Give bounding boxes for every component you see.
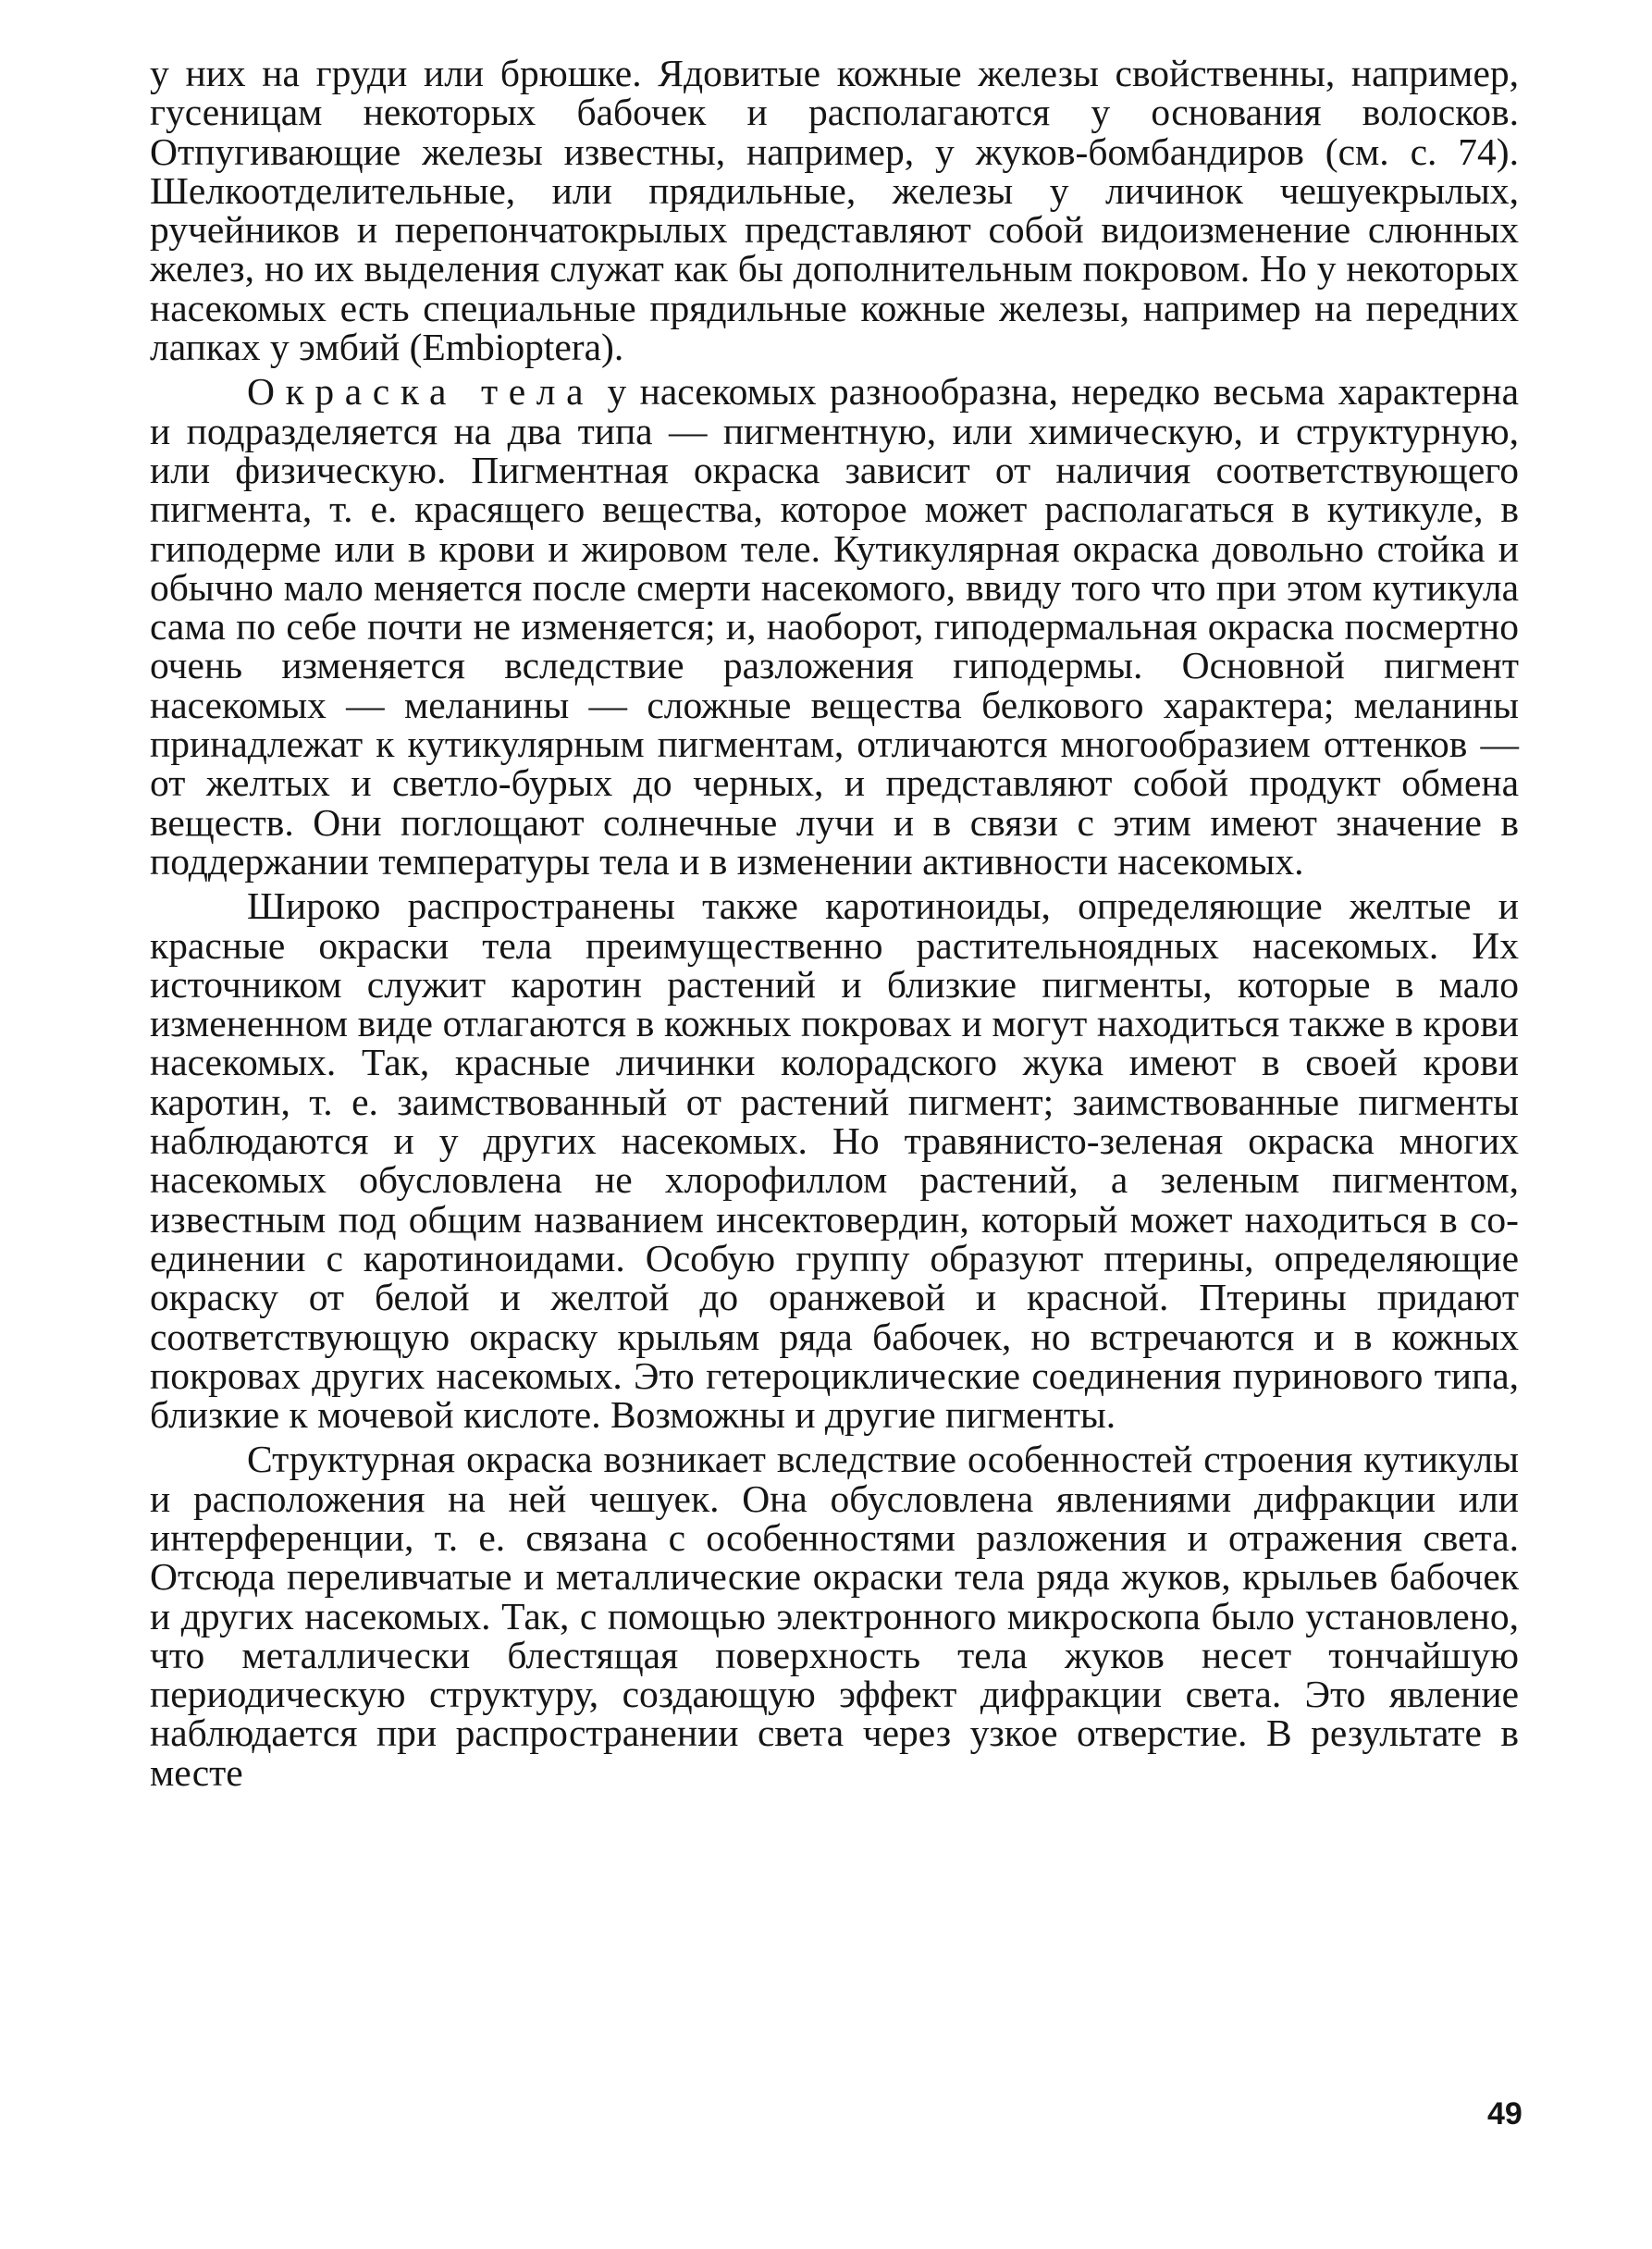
body-text [150, 54, 1519, 1798]
paragraph-carotenoids: Широко распространены также каротиноиды, определяющие желтые и красные окраски тела преимущественно растительноядных насекомых. Их источником служит каротин растений и близкие пигменты, которые в мало измененном виде отлагаются в кожных покровах и могут находиться также в крови насекомых. Так, красные личинки колорадского жука имеют в своей крови каротин, т. е. заимствованный от растений пигмент; заимствованные пигменты наблюдаются и у других насекомых. Но травянисто-зеленая окраска многих насекомых обусловлена не хлорофиллом растений, а зеленым пигментом, известным под общим названием инсектовердин, который может находиться в соединении с каротиноидами. Особую группу образуют птерины, определяющие окраску от белой и желтой до оранжевой и красной. Птерины придают соответствующую окраску крыльям ряда бабочек, но встречаются и в кожных покровах других насекомых. Это гетероциклические соединения пуринового типа, близкие к мочевой кислоте. Возможны и другие пигменты. [150, 884, 1519, 1437]
paragraph-structural-coloration: Структурная окраска возникает вследствие особенностей строения кутикулы и расположения на ней чешуек. Она обусловлена явлениями дифракции или интерференции, т. е. связана с особенностями разложения и отражения света. Отсюда переливчатые и металлические окраски тела ряда жуков, крыльев бабочек и других насекомых. Так, с помощью электронного микроскопа было установлено, что металлически блестящая поверхность тела жуков несет тончайшую периодическую структуру, создающую эффект дифракции света. Это явление наблюдается при распространении света через узкое отверстие. В результате в месте [150, 1438, 1519, 1794]
paragraph-glands: у них на груди или брюшке. Ядовитые кожные железы свойственны, например, гусеницам некоторых бабочек и располагаются у основания волосков. Отпугивающие железы известны, например, у жуков-бомбандиров (см. с. 74). Шелкоотделительные, или прядильные, железы у личинок чешуекрылых, ручейников и перепончатокрылых представляют собой видоизменение слюнных желез, но их выделения служат как бы дополнительным покровом. Но у некоторых насекомых есть специальные прядильные кожные железы, например на передних лапках у эмбий (Embioptera). [150, 52, 1519, 369]
paragraph-body-coloration [150, 372, 1519, 881]
spaced-heading-body-coloration: Окраска тела [247, 370, 595, 414]
paragraph-body-coloration-text: у насекомых разнообразна, нередко весьма характерна и подразделяется на два типа — пигментную, или химическую, и структурную, или физическую. Пигментная окраска зависит от наличия соответствующего пигмента, т. е. красящего вещества, которое может располагаться в кутикуле, в гиподерме или в крови и жировом теле. Кутикулярная окраска довольно стойка и обычно мало меняется после смерти насекомого, ввиду того что при этом кутикула сама по себе почти не изменяется; и, наоборот, гиподермальная окраска посмертно очень изменяется вследствие разложения гиподермы. Основной пигмент насекомых — меланины — сложные вещества белкового характера; меланины принадлежат к кутикулярным пигментам, отличаются многообразием оттенков — от желтых и светло-бурых до черных, и представляют собой продукт обмена веществ. Они поглощают солнечные лучи и в связи с этим имеют значение в поддержании температуры тела и в изменении активности насекомых. [150, 370, 1519, 883]
page-number: 49 [1487, 2096, 1523, 2132]
